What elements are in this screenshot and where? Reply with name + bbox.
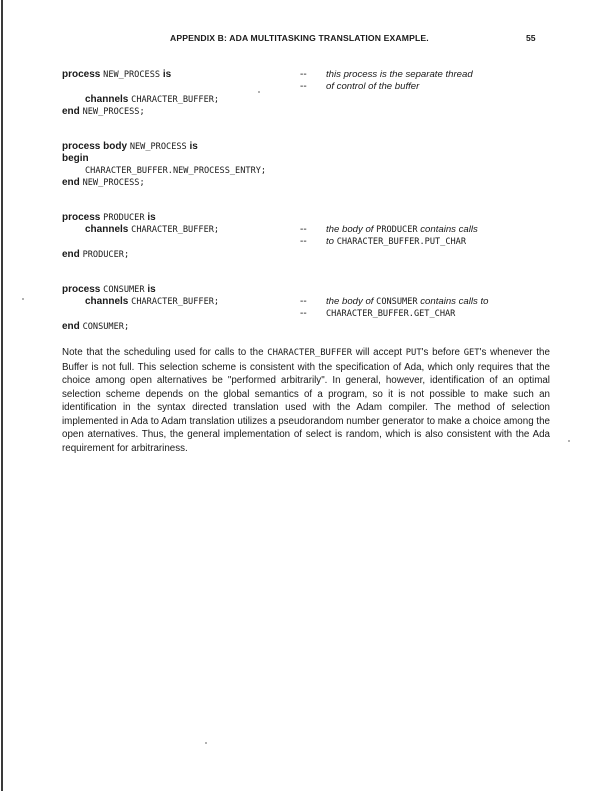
paragraph-text: will accept [355,347,402,358]
comment-marker: -- [300,69,307,80]
keyword: begin [62,153,89,164]
keyword: channels [85,296,129,307]
binding-edge [1,0,3,791]
identifier: CHARACTER_BUFFER; [131,225,220,235]
identifier: CONSUMER [103,285,145,295]
scan-speck [258,91,260,93]
paragraph-code: PUT [405,348,422,358]
identifier: CHARACTER_BUFFER; [131,95,220,105]
identifier: CHARACTER_BUFFER.GET_CHAR [326,309,456,319]
code-comment: contains calls to [420,296,489,307]
keyword: end [62,321,80,332]
code-line [0,176,612,189]
comment-marker: -- [300,296,307,307]
code-comment: contains calls [420,224,478,235]
identifier: PRODUCER [376,225,418,235]
identifier: NEW_PROCESS [129,142,187,152]
paragraph-text: 's before [421,347,460,358]
identifier: CHARACTER_BUFFER.NEW_PROCESS_ENTRY; [85,166,267,176]
code-line [0,248,612,261]
code-line [0,320,612,333]
scan-speck [205,742,207,744]
paragraph-text: Note that the scheduling used for calls to the [62,347,264,358]
identifier: CHARACTER_BUFFER; [131,297,220,307]
scan-speck [22,298,24,300]
scan-speck [568,440,570,442]
identifier: NEW_PROCESS [103,70,161,80]
page-header [0,33,612,47]
keyword: channels [85,94,129,105]
code-comment: the body of [326,224,374,235]
identifier: NEW_PROCESS; [82,178,145,188]
code-line [0,80,612,93]
code-line [0,105,612,118]
paragraph-code: CHARACTER_BUFFER [267,348,353,358]
comment-marker: -- [300,224,307,235]
keyword: process body [62,141,128,152]
code-line [0,307,612,320]
paragraph-code: GET [463,348,480,358]
comment-marker: -- [300,308,307,319]
keyword: process [62,212,101,223]
keyword: is [147,284,156,295]
comment-marker: -- [300,81,307,92]
identifier: CONSUMER; [82,322,130,332]
keyword: end [62,177,80,188]
page-number: 55 [526,33,536,43]
keyword: is [189,141,198,152]
header-title: APPENDIX B: ADA MULTITASKING TRANSLATION EXAMPLE. [170,33,429,43]
code-comment: the body of [326,296,374,307]
code-comment: of control of the buffer [326,81,420,92]
comment-marker: -- [300,236,307,247]
code-line [0,235,612,248]
identifier: PRODUCER [103,213,145,223]
identifier: CONSUMER [376,297,418,307]
keyword: end [62,106,80,117]
keyword: channels [85,224,129,235]
keyword: process [62,69,101,80]
keyword: is [162,69,172,80]
code-comment: to [326,236,335,247]
keyword: process [62,284,101,295]
paragraph-text: 's whenever the Buffer is not full. This selection scheme is consistent with the specification of Ada, which only requires that the choice among open alternatives be "performed arbitrarily". In general, however, identification of an optimal selection scheme depends on the global semantics of a program, so it is not possible to make such an identification in the syntax directed translation used with the Adam compiler. The method of selection implemented in Ada to Adam translation utilizes a pseudorandom number generator to make a choice among the open aternatives. Thus, the general implementation of select is random, which is also consistent with the Ada requirement for arbitrariness. [62,347,550,454]
identifier: CHARACTER_BUFFER.PUT_CHAR [336,237,467,247]
code-comment: this process is the separate thread [326,69,473,80]
keyword: end [62,249,80,260]
identifier: NEW_PROCESS; [82,107,145,117]
keyword: is [147,212,156,223]
identifier: PRODUCER; [82,250,130,260]
body-paragraph [62,346,550,455]
